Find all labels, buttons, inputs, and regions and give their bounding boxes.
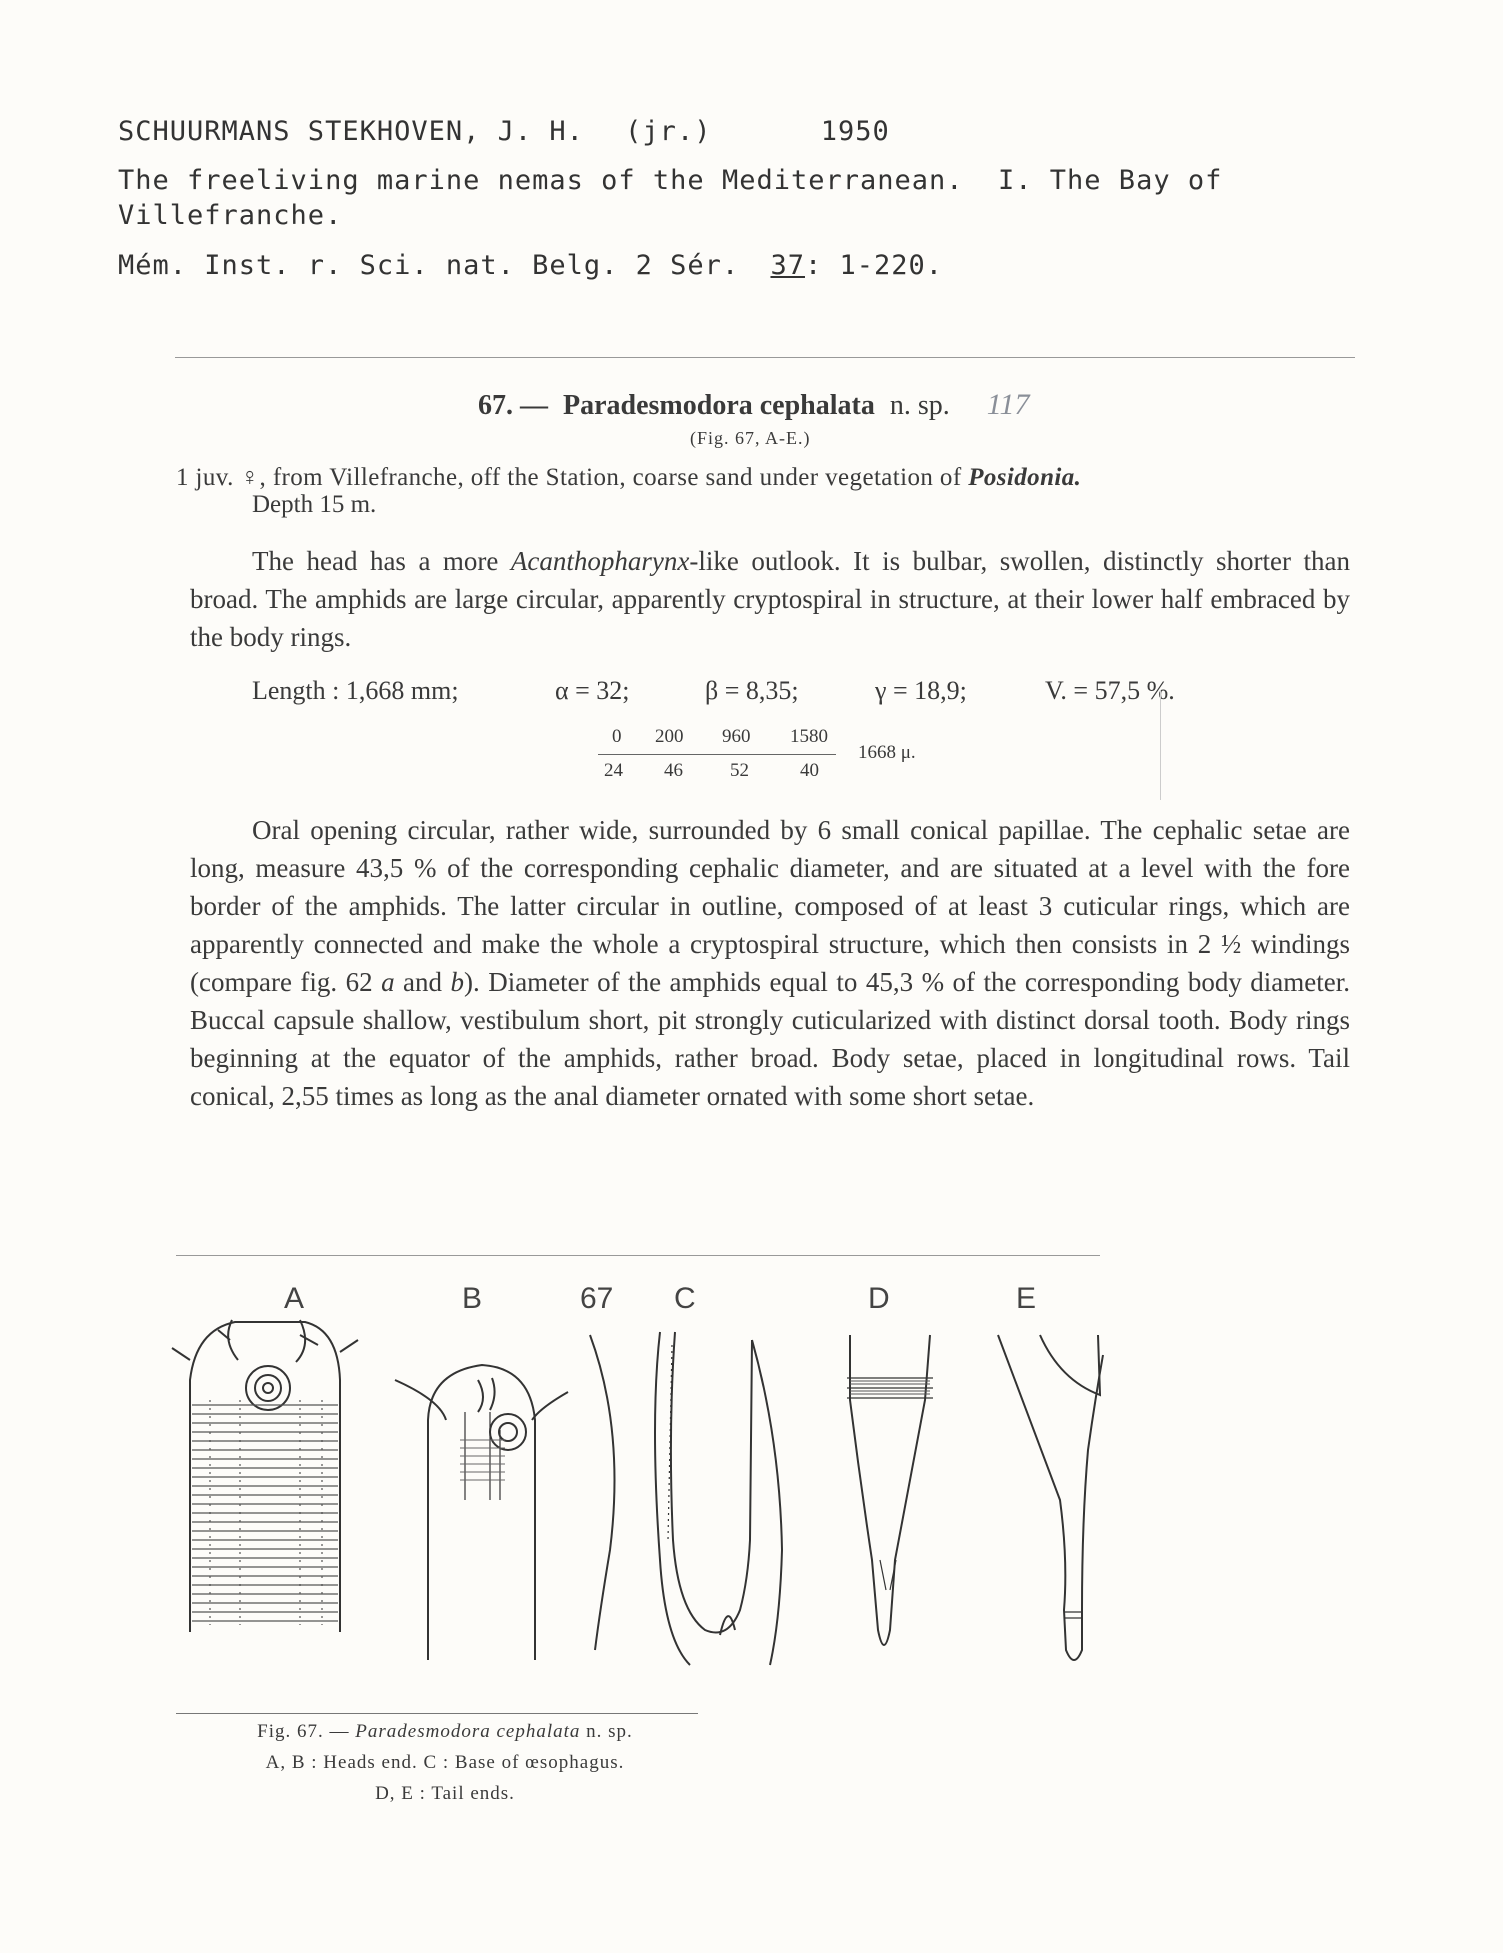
p2-and: and (394, 967, 451, 997)
formula-bottom-3: 40 (800, 760, 819, 781)
caption-name: Paradesmodora cephalata (355, 1721, 581, 1742)
formula-total: 1668 μ. (858, 742, 916, 763)
p2-italic-a: a (381, 967, 395, 997)
material-main: 1 juv. ♀, from Villefranche, off the Station, coarse sand under vegetation of (176, 464, 962, 491)
formula-bottom-0: 24 (604, 760, 623, 781)
formula-top-3: 1580 (790, 726, 828, 747)
p2-part2: ). Diameter of the amphids equal to 45,3 % of the corresponding body diameter. Buccal capsule shallow, vestibulum short, pit strongly cuticularized with distinct dorsal tooth. Body rings beginning at the equator of the amphids, rather broad. Body setae, placed in longitudinal rows. Tail conical, 2,55 times as long as the anal diameter ornated with some short setae. (190, 967, 1351, 1111)
species-suffix: n. sp. (889, 390, 950, 421)
material-italic: Posidonia. (968, 464, 1082, 491)
p1-italic: Acanthopharynx (510, 546, 690, 576)
material-depth: Depth 15 m. (252, 491, 377, 518)
p2-part1: Oral opening circular, rather wide, surrounded by 6 small conical papillae. The cephalic setae are long, measure 43,5 % of the corresponding cephalic diameter, and are situated at a level with the fore border of the amphids. The latter circular in outline, composed of at least 3 cuticular rings, which are apparently connected and make the whole a cryptospiral structure, which then consists in 2 ½ windings (compare fig. 62 (190, 815, 1350, 997)
citation-volume: 37 (770, 250, 805, 281)
figure-label-e: E (1016, 1282, 1037, 1315)
formula-bottom-1: 46 (664, 760, 683, 781)
measure-gamma: γ = 18,9; (875, 676, 967, 705)
drawing-c-oesophagus (655, 1332, 782, 1665)
measure-length: Length : 1,668 mm; (252, 676, 459, 705)
caption-line2: A, B : Heads end. C : Base of œsophagus. (265, 1752, 625, 1773)
figure-label-d: D (868, 1282, 890, 1315)
drawing-body-outline (590, 1335, 615, 1650)
formula-top-2: 960 (722, 726, 751, 747)
figure-label-b: B (462, 1282, 483, 1315)
formula-top-1: 200 (655, 726, 684, 747)
handwritten-note: 117 (986, 388, 1030, 421)
citation-title-line1: The freeliving marine nemas of the Mediterranean. I. The Bay of (118, 165, 1223, 196)
figure-label-a: A (284, 1282, 305, 1315)
p1-before: The head has a more (252, 546, 511, 576)
measure-alpha: α = 32; (555, 676, 630, 705)
measure-beta: β = 8,35; (705, 676, 799, 705)
caption-line1 (165, 1716, 725, 1747)
formula-bottom-2: 52 (730, 760, 749, 781)
drawing-b-head (395, 1365, 568, 1660)
figure-label-c: C (674, 1282, 696, 1315)
formula-top-0: 0 (612, 726, 622, 747)
citation-pages: : 1-220. (804, 250, 944, 281)
citation-year: 1950 (820, 116, 890, 147)
measure-v: V. = 57,5 %. (1045, 676, 1175, 705)
drawing-e-tail (998, 1335, 1103, 1660)
figure-caption (165, 1716, 725, 1809)
p1-after: -like outlook. It is bulbar, swollen, distinctly shorter than broad. The amphids are large circular, apparently cryptospiral in structure, at their lower half embraced by the body rings. (190, 546, 1350, 652)
p2-italic-b: b (450, 967, 464, 997)
citation-title-line2: Villefranche. (118, 200, 343, 231)
caption-prefix: Fig. 67. — (257, 1721, 350, 1742)
citation-author: SCHUURMANS STEKHOVEN, J. H. (118, 116, 584, 147)
citation-journal: Mém. Inst. r. Sci. nat. Belg. 2 Sér. (118, 250, 740, 281)
figure-label-67: 67 (580, 1282, 614, 1315)
caption-divider (176, 1713, 698, 1714)
drawing-a-head (172, 1320, 358, 1632)
drawing-d-tail (847, 1335, 933, 1645)
caption-line3: D, E : Tail ends. (375, 1783, 515, 1804)
species-number: 67. — (478, 390, 548, 421)
figure-ref: (Fig. 67, A-E.) (690, 428, 811, 448)
citation-suffix: (jr.) (625, 116, 712, 147)
species-name: Paradesmodora cephalata (563, 390, 875, 421)
caption-suffix: n. sp. (586, 1721, 633, 1742)
